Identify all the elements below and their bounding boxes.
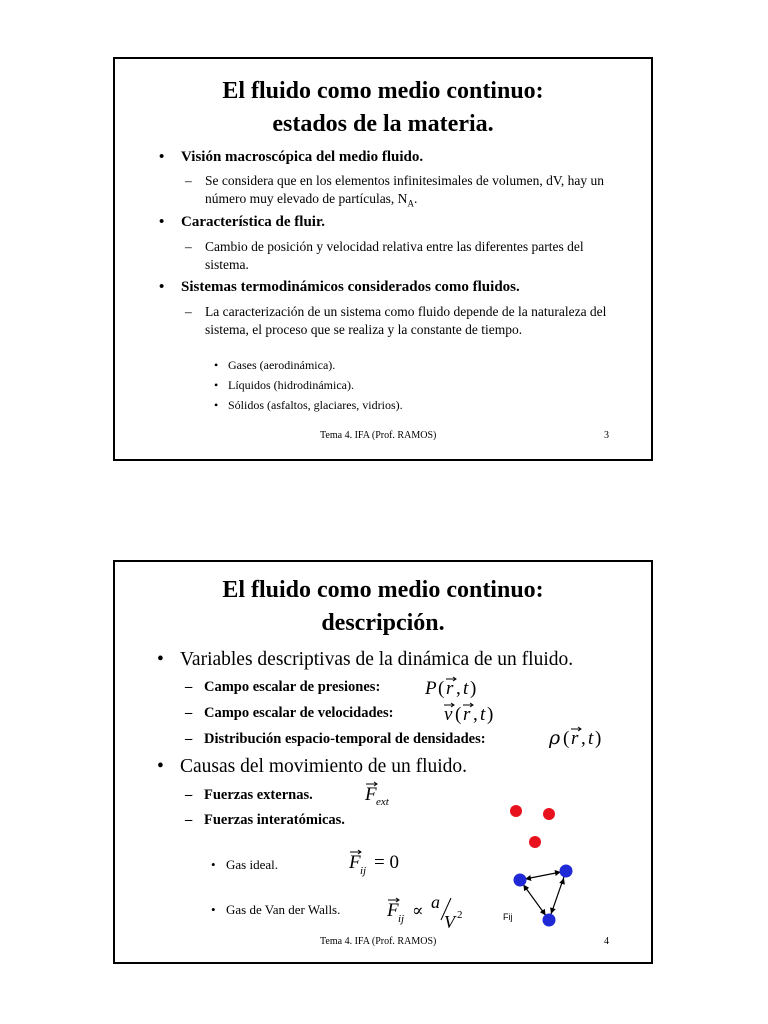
slide-title-line-1: El fluido como medio continuo: bbox=[222, 577, 544, 603]
svg-text:,: , bbox=[473, 704, 478, 725]
blue-particle bbox=[543, 914, 556, 927]
list-item-liquidos: Líquidos (hidrodinámica). bbox=[228, 378, 354, 392]
svg-text:r: r bbox=[463, 704, 471, 725]
force-line bbox=[520, 871, 566, 880]
slide-title bbox=[115, 75, 651, 141]
slide-title-line-1: El fluido como medio continuo: bbox=[222, 78, 544, 104]
bullet-dot: • bbox=[157, 649, 164, 670]
page-number: 4 bbox=[604, 936, 609, 947]
svg-text:r: r bbox=[446, 678, 454, 699]
sub-bullet-end: . bbox=[413, 191, 418, 206]
sub-bullet-presiones: Campo escalar de presiones: bbox=[204, 679, 381, 695]
svg-text:(: ( bbox=[438, 678, 445, 699]
bullet-dot: • bbox=[157, 756, 164, 777]
sub-bullet-velocidades: Campo escalar de velocidades: bbox=[204, 705, 394, 721]
slide-3 bbox=[113, 57, 653, 461]
bullet-dot: • bbox=[211, 902, 216, 917]
svg-text:): ) bbox=[487, 704, 494, 725]
red-particle bbox=[543, 808, 555, 820]
dash: – bbox=[185, 787, 193, 803]
sub-bullet-fuerzas-interatomicas: Fuerzas interatómicas. bbox=[204, 812, 345, 828]
bullet-dot: • bbox=[159, 149, 165, 165]
bullet-dot: • bbox=[214, 378, 219, 392]
svg-text:t: t bbox=[463, 678, 469, 699]
slide-title-line-2: descripción. bbox=[321, 610, 445, 636]
svg-text:,: , bbox=[581, 728, 586, 749]
bullet-dot: • bbox=[159, 279, 165, 295]
svg-text:F: F bbox=[387, 900, 399, 921]
svg-text:): ) bbox=[595, 728, 602, 749]
svg-text:F: F bbox=[365, 784, 377, 805]
dash: – bbox=[185, 173, 192, 188]
svg-text:2: 2 bbox=[457, 909, 463, 921]
svg-text:t: t bbox=[480, 704, 486, 725]
svg-text:,: , bbox=[456, 678, 461, 699]
equation-density-field bbox=[547, 722, 627, 752]
force-line bbox=[549, 871, 566, 920]
dash: – bbox=[185, 239, 192, 254]
dash: – bbox=[185, 731, 193, 747]
bullet-causas-movimiento: Causas del movimiento de un fluido. bbox=[180, 756, 468, 777]
dash: – bbox=[185, 679, 193, 695]
svg-text:r: r bbox=[571, 728, 579, 749]
fig-label: Fij bbox=[503, 912, 513, 922]
dash: – bbox=[185, 812, 193, 828]
svg-text:ij: ij bbox=[360, 865, 367, 877]
particle-interaction-figure bbox=[495, 794, 595, 934]
svg-text:(: ( bbox=[563, 728, 570, 749]
blue-particle bbox=[514, 874, 527, 887]
equation-F-ext bbox=[363, 776, 413, 810]
slide-title bbox=[115, 574, 651, 640]
bullet-sistemas-termodinamicos: Sistemas termodinámicos considerados como fluidos. bbox=[181, 279, 520, 295]
subscript-A: A bbox=[407, 198, 414, 209]
force-arrow bbox=[555, 873, 558, 874]
list-item-solidos: Sólidos (asfaltos, glaciares, vidrios). bbox=[228, 398, 403, 412]
list-item-gases: Gases (aerodinámica). bbox=[228, 358, 336, 372]
sub-bullet-fuerzas-externas: Fuerzas externas. bbox=[204, 787, 313, 803]
bullet-dot: • bbox=[211, 857, 216, 872]
red-particle bbox=[510, 805, 522, 817]
list-item-gas-ideal: Gas ideal. bbox=[226, 857, 278, 872]
dash: – bbox=[185, 705, 193, 721]
svg-text:∝: ∝ bbox=[412, 901, 424, 921]
slide-4 bbox=[113, 560, 653, 964]
blue-particle bbox=[560, 865, 573, 878]
red-particle bbox=[529, 836, 541, 848]
equation-velocity-field bbox=[442, 698, 522, 728]
bullet-variables-descriptivas: Variables descriptivas de la dinámica de un fluido. bbox=[180, 649, 574, 670]
equation-gas-ideal bbox=[347, 846, 417, 880]
svg-text:ρ: ρ bbox=[549, 727, 561, 749]
svg-text:P: P bbox=[425, 678, 437, 699]
sub-bullet-caracterizacion: La caracterización de un sistema como fluido depende de la naturaleza del sistema, el proceso que se realiza y la constante de tiempo. bbox=[205, 304, 607, 337]
page-number: 3 bbox=[604, 430, 609, 441]
sub-bullet-densidades: Distribución espacio-temporal de densidades: bbox=[204, 731, 486, 747]
slide-footer: Tema 4. IFA (Prof. RAMOS) bbox=[320, 430, 437, 441]
list-item-van-der-walls: Gas de Van der Walls. bbox=[226, 902, 341, 917]
sub-bullet-text: Se considera que en los elementos infinitesimales de volumen, dV, hay un número muy elevado de partículas, N bbox=[205, 173, 605, 206]
force-line bbox=[520, 880, 549, 920]
bullet-dot: • bbox=[214, 398, 219, 412]
svg-text:): ) bbox=[470, 678, 477, 699]
bullet-vision-macroscopica: Visión macroscópica del medio fluido. bbox=[181, 149, 424, 165]
svg-text:ij: ij bbox=[398, 913, 405, 925]
svg-text:V: V bbox=[444, 912, 455, 932]
equation-van-der-walls bbox=[385, 890, 475, 932]
slide-footer: Tema 4. IFA (Prof. RAMOS) bbox=[320, 936, 437, 947]
bullet-caracteristica-fluir: Característica de fluir. bbox=[181, 214, 325, 230]
sub-bullet-particulas bbox=[205, 172, 625, 213]
svg-text:t: t bbox=[588, 728, 594, 749]
slide-title-line-2: estados de la materia. bbox=[272, 111, 494, 137]
force-arrow bbox=[528, 878, 531, 879]
svg-text:ext: ext bbox=[376, 796, 389, 808]
svg-text:a: a bbox=[431, 892, 440, 912]
svg-text:v: v bbox=[444, 704, 453, 725]
bullet-dot: • bbox=[214, 358, 219, 372]
bullet-dot: • bbox=[159, 214, 165, 230]
dash: – bbox=[185, 304, 192, 319]
sub-bullet-cambio-posicion: Cambio de posición y velocidad relativa entre las diferentes partes del sistema. bbox=[205, 239, 584, 272]
svg-text:F: F bbox=[349, 852, 361, 873]
svg-text:(: ( bbox=[455, 704, 462, 725]
svg-text:= 0: = 0 bbox=[374, 852, 399, 873]
